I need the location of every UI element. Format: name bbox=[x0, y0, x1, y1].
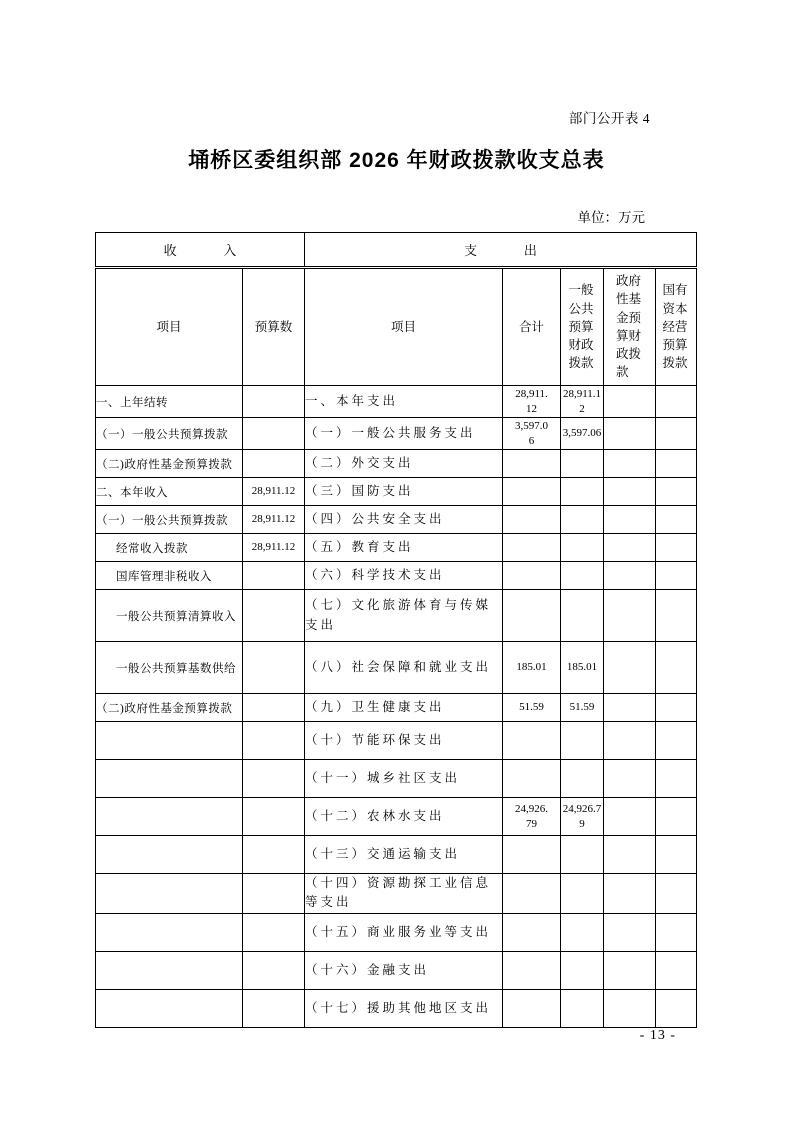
income-cell bbox=[96, 760, 243, 798]
col-header-state-capital bbox=[656, 268, 697, 386]
general-cell bbox=[561, 989, 604, 1027]
capital-cell bbox=[656, 562, 697, 590]
general-cell bbox=[561, 478, 604, 506]
expense-cell: （五）教育支出 bbox=[305, 534, 503, 562]
total-cell bbox=[503, 562, 561, 590]
table-row bbox=[96, 450, 697, 478]
expense-cell: （九）卫生健康支出 bbox=[305, 694, 503, 722]
general-cell: 24,926.79 bbox=[561, 798, 604, 836]
total-cell: 28,911.12 bbox=[503, 386, 561, 418]
general-cell bbox=[561, 562, 604, 590]
col-header-gov-fund-label: 政府性基金预算财政拨款 bbox=[616, 274, 642, 379]
income-section-header bbox=[96, 233, 305, 268]
income-cell: 二、本年收入 bbox=[96, 478, 243, 506]
fund-cell bbox=[604, 418, 656, 450]
income-cell: （一）一般公共预算拨款 bbox=[96, 418, 243, 450]
page-title: 埇桥区委组织部 2026 年财政拨款收支总表 bbox=[188, 149, 605, 172]
col-header-income-budget: 预算数 bbox=[243, 268, 305, 386]
income-cell: 一般公共预算清算收入 bbox=[96, 590, 243, 642]
table-row bbox=[96, 590, 697, 642]
income-cell bbox=[96, 722, 243, 760]
total-cell bbox=[503, 913, 561, 951]
unit-label: 单位：万元 bbox=[577, 210, 645, 225]
budget-cell bbox=[243, 760, 305, 798]
total-cell: 185.01 bbox=[503, 642, 561, 694]
income-cell: （一）一般公共预算拨款 bbox=[96, 506, 243, 534]
general-cell: 28,911.12 bbox=[561, 386, 604, 418]
capital-cell bbox=[656, 913, 697, 951]
fund-cell bbox=[604, 798, 656, 836]
table-row bbox=[96, 534, 697, 562]
expense-cell: （七）文化旅游体育与传媒支出 bbox=[305, 590, 503, 642]
table-row bbox=[96, 951, 697, 989]
capital-cell bbox=[656, 590, 697, 642]
expense-section-header bbox=[305, 233, 697, 268]
fund-cell bbox=[604, 562, 656, 590]
total-cell bbox=[503, 722, 561, 760]
total-cell: 51.59 bbox=[503, 694, 561, 722]
total-cell bbox=[503, 506, 561, 534]
fund-cell bbox=[604, 506, 656, 534]
capital-cell bbox=[656, 798, 697, 836]
general-cell bbox=[561, 506, 604, 534]
fund-cell bbox=[604, 989, 656, 1027]
budget-cell: 28,911.12 bbox=[243, 534, 305, 562]
total-cell: 3,597.06 bbox=[503, 418, 561, 450]
expense-cell: （一）一般公共服务支出 bbox=[305, 418, 503, 450]
col-header-income-item: 项目 bbox=[96, 268, 243, 386]
budget-cell bbox=[243, 694, 305, 722]
general-cell bbox=[561, 534, 604, 562]
fund-cell bbox=[604, 913, 656, 951]
capital-cell bbox=[656, 450, 697, 478]
capital-cell bbox=[656, 989, 697, 1027]
income-cell: 一般公共预算基数供给 bbox=[96, 642, 243, 694]
total-cell: 24,926.79 bbox=[503, 798, 561, 836]
expense-cell: （十四）资源勘探工业信息等支出 bbox=[305, 874, 503, 914]
capital-cell bbox=[656, 534, 697, 562]
total-cell bbox=[503, 478, 561, 506]
income-section-label: 收入 bbox=[163, 243, 284, 258]
capital-cell bbox=[656, 951, 697, 989]
table-row bbox=[96, 913, 697, 951]
income-cell: 一、上年结转 bbox=[96, 386, 243, 418]
income-cell bbox=[96, 989, 243, 1027]
general-cell bbox=[561, 760, 604, 798]
total-cell bbox=[503, 450, 561, 478]
general-cell bbox=[561, 590, 604, 642]
fund-cell bbox=[604, 534, 656, 562]
fund-cell bbox=[604, 722, 656, 760]
section-header-row bbox=[96, 233, 697, 268]
expense-cell: （六）科学技术支出 bbox=[305, 562, 503, 590]
table-row bbox=[96, 989, 697, 1027]
budget-cell bbox=[243, 798, 305, 836]
expense-cell: （十二）农林水支出 bbox=[305, 798, 503, 836]
col-header-expense-item: 项目 bbox=[305, 268, 503, 386]
capital-cell bbox=[656, 760, 697, 798]
expense-cell: （三）国防支出 bbox=[305, 478, 503, 506]
general-cell bbox=[561, 450, 604, 478]
fund-cell bbox=[604, 478, 656, 506]
income-cell: 国库管理非税收入 bbox=[96, 562, 243, 590]
general-cell: 3,597.06 bbox=[561, 418, 604, 450]
table-row bbox=[96, 642, 697, 694]
total-cell bbox=[503, 951, 561, 989]
expense-cell: （十六）金融支出 bbox=[305, 951, 503, 989]
income-cell bbox=[96, 836, 243, 874]
capital-cell bbox=[656, 418, 697, 450]
general-cell bbox=[561, 722, 604, 760]
budget-cell bbox=[243, 562, 305, 590]
col-header-state-capital-label: 国有资本经营预算拨款 bbox=[662, 283, 688, 370]
fund-cell bbox=[604, 694, 656, 722]
col-header-total: 合计 bbox=[503, 268, 561, 386]
col-header-gov-fund bbox=[604, 268, 656, 386]
expense-cell: （十七）援助其他地区支出 bbox=[305, 989, 503, 1027]
budget-cell bbox=[243, 418, 305, 450]
fund-cell bbox=[604, 874, 656, 914]
col-header-general-budget-label: 一般公共预算财政拨款 bbox=[568, 283, 594, 370]
expense-cell: （二）外交支出 bbox=[305, 450, 503, 478]
general-cell bbox=[561, 951, 604, 989]
income-cell: （二)政府性基金预算拨款 bbox=[96, 450, 243, 478]
capital-cell bbox=[656, 722, 697, 760]
total-cell bbox=[503, 760, 561, 798]
income-cell bbox=[96, 913, 243, 951]
fund-cell bbox=[604, 450, 656, 478]
expense-cell: （八）社会保障和就业支出 bbox=[305, 642, 503, 694]
expense-cell: （四）公共安全支出 bbox=[305, 506, 503, 534]
expense-cell: （十三）交通运输支出 bbox=[305, 836, 503, 874]
budget-cell bbox=[243, 951, 305, 989]
budget-cell bbox=[243, 836, 305, 874]
table-row bbox=[96, 418, 697, 450]
budget-cell bbox=[243, 913, 305, 951]
table-row bbox=[96, 836, 697, 874]
income-cell bbox=[96, 798, 243, 836]
general-cell: 185.01 bbox=[561, 642, 604, 694]
table-row bbox=[96, 506, 697, 534]
budget-cell bbox=[243, 450, 305, 478]
expense-cell: （十）节能环保支出 bbox=[305, 722, 503, 760]
capital-cell bbox=[656, 478, 697, 506]
fund-cell bbox=[604, 760, 656, 798]
budget-cell bbox=[243, 642, 305, 694]
table-row bbox=[96, 562, 697, 590]
budget-cell: 28,911.12 bbox=[243, 478, 305, 506]
table-row bbox=[96, 874, 697, 914]
capital-cell bbox=[656, 506, 697, 534]
fund-cell bbox=[604, 951, 656, 989]
capital-cell bbox=[656, 386, 697, 418]
fund-cell bbox=[604, 590, 656, 642]
capital-cell bbox=[656, 694, 697, 722]
general-cell bbox=[561, 913, 604, 951]
budget-cell bbox=[243, 386, 305, 418]
budget-cell: 28,911.12 bbox=[243, 506, 305, 534]
table-row bbox=[96, 478, 697, 506]
table-row bbox=[96, 722, 697, 760]
expense-cell: （十一）城乡社区支出 bbox=[305, 760, 503, 798]
doc-label: 部门公开表 4 bbox=[568, 111, 650, 126]
general-cell: 51.59 bbox=[561, 694, 604, 722]
column-header-row bbox=[96, 268, 697, 386]
table-row bbox=[96, 798, 697, 836]
total-cell bbox=[503, 590, 561, 642]
fund-cell bbox=[604, 386, 656, 418]
table-row bbox=[96, 386, 697, 418]
capital-cell bbox=[656, 874, 697, 914]
total-cell bbox=[503, 534, 561, 562]
general-cell bbox=[561, 874, 604, 914]
budget-cell bbox=[243, 722, 305, 760]
col-header-general-budget bbox=[561, 268, 604, 386]
budget-cell bbox=[243, 989, 305, 1027]
total-cell bbox=[503, 989, 561, 1027]
budget-cell bbox=[243, 874, 305, 914]
table-row bbox=[96, 694, 697, 722]
income-cell bbox=[96, 951, 243, 989]
total-cell bbox=[503, 836, 561, 874]
expense-cell: （十五）商业服务业等支出 bbox=[305, 913, 503, 951]
capital-cell bbox=[656, 836, 697, 874]
page-number: - 13 - bbox=[639, 1028, 676, 1043]
expense-section-label: 支出 bbox=[464, 243, 584, 258]
table-row bbox=[96, 760, 697, 798]
income-cell: 经常收入拨款 bbox=[96, 534, 243, 562]
fund-cell bbox=[604, 642, 656, 694]
general-cell bbox=[561, 836, 604, 874]
capital-cell bbox=[656, 642, 697, 694]
total-cell bbox=[503, 874, 561, 914]
budget-table bbox=[95, 232, 697, 1028]
fund-cell bbox=[604, 836, 656, 874]
income-cell: （二)政府性基金预算拨款 bbox=[96, 694, 243, 722]
income-cell bbox=[96, 874, 243, 914]
expense-cell: 一、本年支出 bbox=[305, 386, 503, 418]
budget-cell bbox=[243, 590, 305, 642]
